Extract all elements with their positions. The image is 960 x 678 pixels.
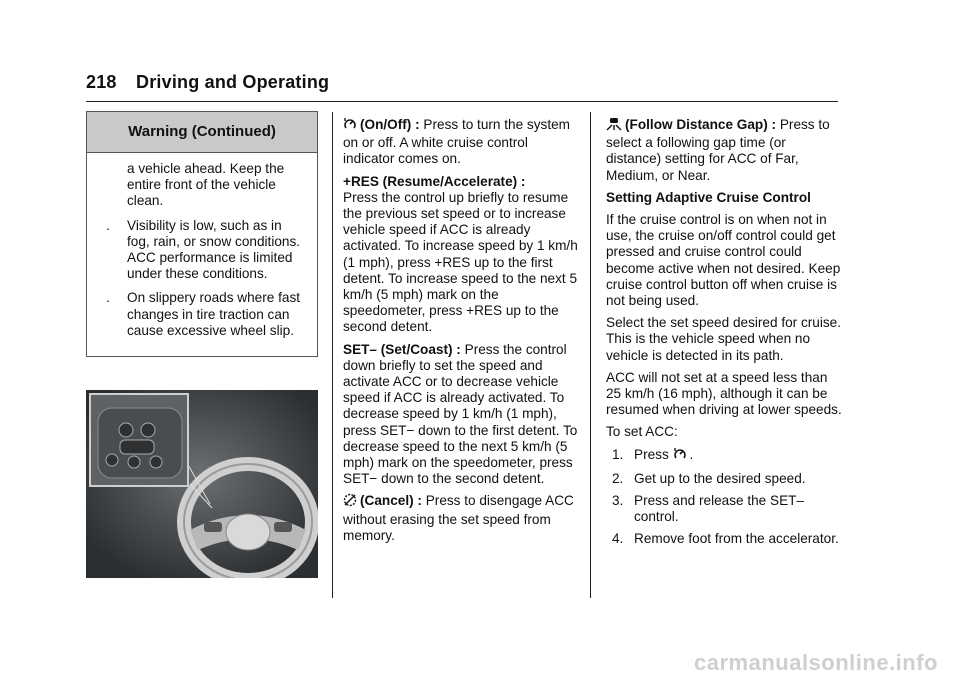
warning-bullet-text: Visibility is low, such as in fog, rain, or snow conditions. ACC performance is limited under these conditions.	[127, 217, 301, 282]
step-text: Remove foot from the accelerator.	[634, 531, 839, 547]
setting-para-3: ACC will not set at a speed less than 25 km/h (16 mph), although it can be resumed when driving at lower speeds.	[606, 369, 842, 418]
cancel-paragraph	[343, 493, 583, 544]
step-text: Press and release the SET– control.	[634, 493, 805, 525]
set-label: SET– (Set/Coast) :	[343, 341, 461, 357]
set-paragraph	[343, 342, 583, 488]
steps-list	[606, 447, 842, 548]
column-3	[606, 117, 842, 554]
step-item	[606, 493, 842, 525]
gap-text: Press to select a following gap time (or distance) setting for ACC of Far, Medium, or Near.	[606, 117, 830, 183]
section-title: Driving and Operating	[136, 72, 330, 92]
step-number: 3.	[612, 493, 624, 509]
bullet-marker: .	[106, 217, 110, 233]
follow-distance-gap-icon	[606, 117, 622, 135]
cancel-text: Press to disengage ACC without erasing the set speed from memory.	[343, 493, 574, 543]
warning-bullet	[106, 217, 307, 283]
header-rule	[86, 101, 838, 102]
setting-heading-text: Setting Adaptive Cruise Control	[606, 189, 811, 205]
setting-para-1: If the cruise control is on when not in use, the cruise on/off control could get pressed and cruise control could become active when not desired. Keep cruise control button off when cruise is not being used.	[606, 212, 841, 309]
bullet-marker: .	[106, 290, 110, 306]
page-header	[86, 72, 329, 93]
step-text: Press	[634, 446, 669, 462]
warning-body	[87, 153, 317, 339]
step-text: Get up to the desired speed.	[634, 470, 806, 486]
steering-wheel-illustration	[86, 390, 318, 578]
res-paragraph	[343, 174, 583, 336]
setting-para-2: Select the set speed desired for cruise. This is the vehicle speed when no vehicle is detected in its path.	[606, 315, 841, 363]
step-item	[606, 471, 842, 487]
cruise-onoff-icon	[673, 447, 687, 465]
column-divider-1	[332, 112, 333, 598]
cruise-onoff-icon	[343, 117, 357, 135]
to-set-label: To set ACC:	[606, 424, 678, 440]
step-item	[606, 531, 842, 547]
step-number: 1.	[612, 446, 624, 462]
step-number: 2.	[612, 470, 624, 486]
set-text: Press the control down briefly to set the speed and activate ACC or to decrease vehicle speed if ACC is already activated. To decrease speed by 1 km/h (1 mph), press SET− down to the first detent. To decrease speed to the next 5 km/h (5 mph) mark on the speedometer, press SET− down to the second detent.	[343, 341, 578, 487]
warning-bullet	[106, 290, 307, 339]
gap-paragraph	[606, 117, 842, 184]
cancel-icon	[343, 493, 357, 511]
steering-wheel-drawing	[86, 390, 318, 578]
res-label: +RES (Resume/Accelerate) :	[343, 173, 526, 189]
column-divider-2	[590, 112, 591, 598]
step-number: 4.	[612, 531, 624, 547]
column-2	[343, 117, 583, 550]
onoff-text: Press to turn the system on or off. A white cruise control indicator comes on.	[343, 117, 570, 167]
res-text: Press the control up briefly to resume the previous set speed or to increase vehicle speed if ACC is already activated. To increase speed by 1 km/h (1 mph), press +RES up to the first detent. To increase speed to the next 5 km/h (5 mph) mark on the speedometer, press +RES up to the second detent.	[343, 189, 578, 335]
warning-continuation: a vehicle ahead. Keep the entire front of the vehicle clean.	[127, 161, 285, 209]
warning-title: Warning (Continued)	[87, 112, 317, 153]
step-item: 1. Press .	[606, 447, 842, 465]
gap-label: (Follow Distance Gap) :	[625, 117, 777, 132]
onoff-label: (On/Off) :	[360, 117, 420, 132]
page-number: 218	[86, 72, 117, 92]
watermark: carmanualsonline.info	[694, 650, 938, 675]
cancel-label: (Cancel) :	[360, 493, 422, 509]
warning-box	[86, 111, 318, 357]
setting-heading	[606, 190, 842, 206]
onoff-paragraph	[343, 117, 583, 168]
warning-bullet-text: On slippery roads where fast changes in tire traction can cause excessive wheel slip.	[127, 290, 301, 338]
